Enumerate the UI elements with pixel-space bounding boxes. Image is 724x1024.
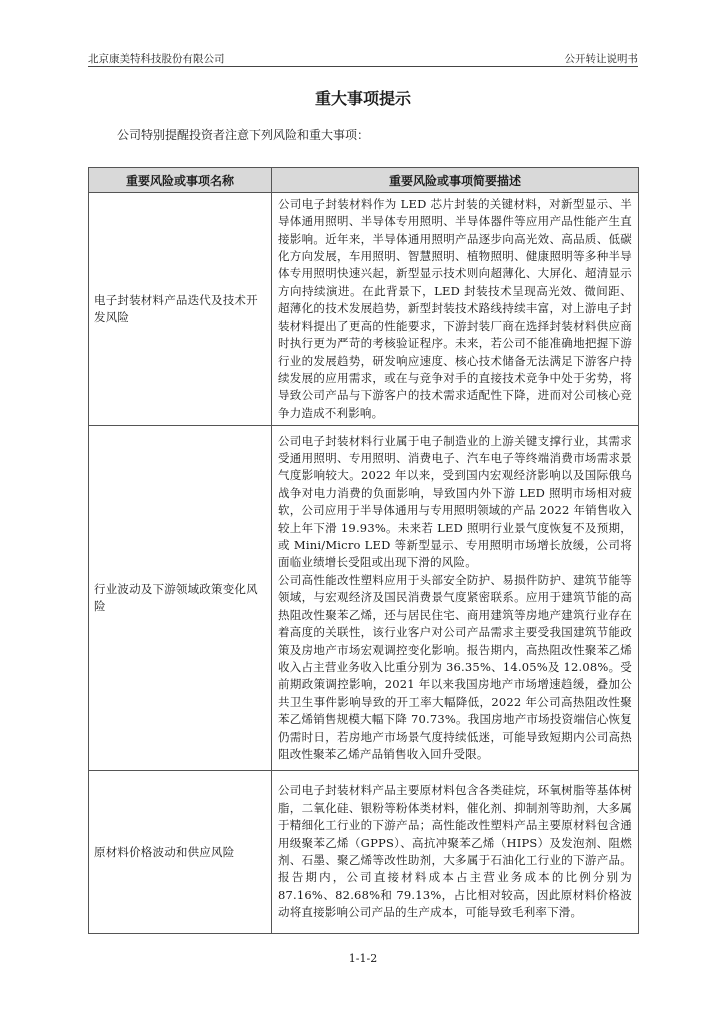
page-number: 1-1-2: [348, 952, 378, 965]
table-row: [89, 426, 639, 771]
risk-description-cell: [272, 193, 639, 426]
header-document-type: 公开转让说明书: [564, 53, 638, 65]
risk-description-paragraph: 公司高性能改性塑料应用于头部安全防护、易损件防护、建筑节能等领域，与宏观经济及国民消费景气度紧密联系。应用于建筑节能的高热阻改性聚苯乙烯，还与居民住宅、商用建筑等房地产建筑行业存在着高度的关联性，该行业客户对公司产品需求主要受我国建筑节能政策及房地产市场宏观调控变化影响。报告期内，高热阻改性聚苯乙烯收入占主营业务收入比重分别为 36.35%、14.05%及 12.08%。受前期政策调控影响，2021 年以来我国房地产市场增速趋缓，叠加公共卫生事件影响导致的开工率大幅降低，2022 年公司高热阻改性聚苯乙烯销售规模大幅下降 70.73%。我国房地产市场投资端信心恢复仍需时日，若房地产市场景气度持续低迷，可能导致短期内公司高热阻改性聚苯乙烯产品销售收入回升受限。: [278, 572, 632, 761]
risk-description-paragraph: 公司电子封装材料行业属于电子制造业的上游关键支撑行业，其需求受通用照明、专用照明、消费电子、汽车电子等终端消费市场需求景气度影响较大。2022 年以来，受到国内宏观经济影响以及国际俄乌战争对电力消费的负面影响，导致国内外下游 LED 照明市场相对疲软，公司应用于半导体通用与专用照明领域的产品 2022 年销售收入较上年下滑 19.93%。未来若 LED 照明行业景气度恢复不及预期，或 Mini/Micro LED 等新型显示、专用照明市场增长放缓，公司将面临业绩增长受阻或出现下滑的风险。: [278, 433, 632, 570]
risk-description-paragraph: 公司电子封装材料产品主要原材料包含各类硅烷，环氧树脂等基体树脂，二氧化硅、银粉等粉体类材料，催化剂、抑制剂等助剂，大多属于精细化工行业的下游产品；高性能改性塑料产品主要原材料包含通用级聚苯乙烯（GPPS）、高抗冲聚苯乙烯（HIPS）及发泡剂、阻燃剂、石墨、聚乙烯等改性助剂，大多属于石油化工行业的下游产品。报告期内，公司直接材料成本占主营业务成本的比例分别为 87.16%、82.68%和 79.13%，占比相对较高，因此原材料价格波动将直接影响公司产品的生产成本，可能导致毛利率下滑。: [278, 783, 632, 920]
table-header-row: [89, 168, 639, 193]
page-header: [88, 52, 638, 66]
risk-description-cell: [272, 426, 639, 771]
page-title: 重大事项提示: [314, 89, 411, 108]
column-header-risk-name: 重要风险或事项名称: [89, 168, 272, 193]
header-divider: [88, 66, 638, 67]
column-header-risk-description: 重要风险或事项简要描述: [272, 168, 639, 193]
risk-name-cell: 行业波动及下游领域政策变化风险: [89, 426, 272, 771]
header-company-name: 北京康美特科技股份有限公司: [88, 53, 225, 65]
risk-name-cell: 电子封装材料产品迭代及技术开发风险: [89, 193, 272, 426]
risk-name-cell: 原材料价格波动和供应风险: [89, 771, 272, 934]
risk-description-paragraph: 公司电子封装材料作为 LED 芯片封装的关键材料，对新型显示、半导体通用照明、半导体专用照明、半导体器件等应用产品性能产生直接影响。近年来，半导体通用照明产品逐步向高光效、高品质、低碳化方向发展，车用照明、智慧照明、植物照明、健康照明等多种半导体专用照明快速兴起，新型显示技术则向超薄化、大屏化、超清显示方向持续演进。在此背景下，LED 封装技术呈现高光效、微间距、超薄化的技术发展趋势，新型封装技术路线持续丰富，对上游电子封装材料提出了更高的性能要求，下游封装厂商在选择封装材料供应商时执行更为严苛的考核验证程序。未来，若公司不能准确地把握下游行业的发展趋势，研发响应速度、核心技术储备无法满足下游客户持续发展的应用需求，或在与竞争对手的直接技术竞争中处于劣势，将导致公司产品与下游客户的技术需求适配性下降，进而对公司核心竞争力造成不利影响。: [278, 196, 632, 420]
table-row: [89, 771, 639, 934]
risk-table: [88, 167, 639, 934]
risk-description-cell: [272, 771, 639, 934]
intro-text: 公司特别提醒投资者注意下列风险和重大事项：: [117, 128, 370, 142]
table-row: [89, 193, 639, 426]
